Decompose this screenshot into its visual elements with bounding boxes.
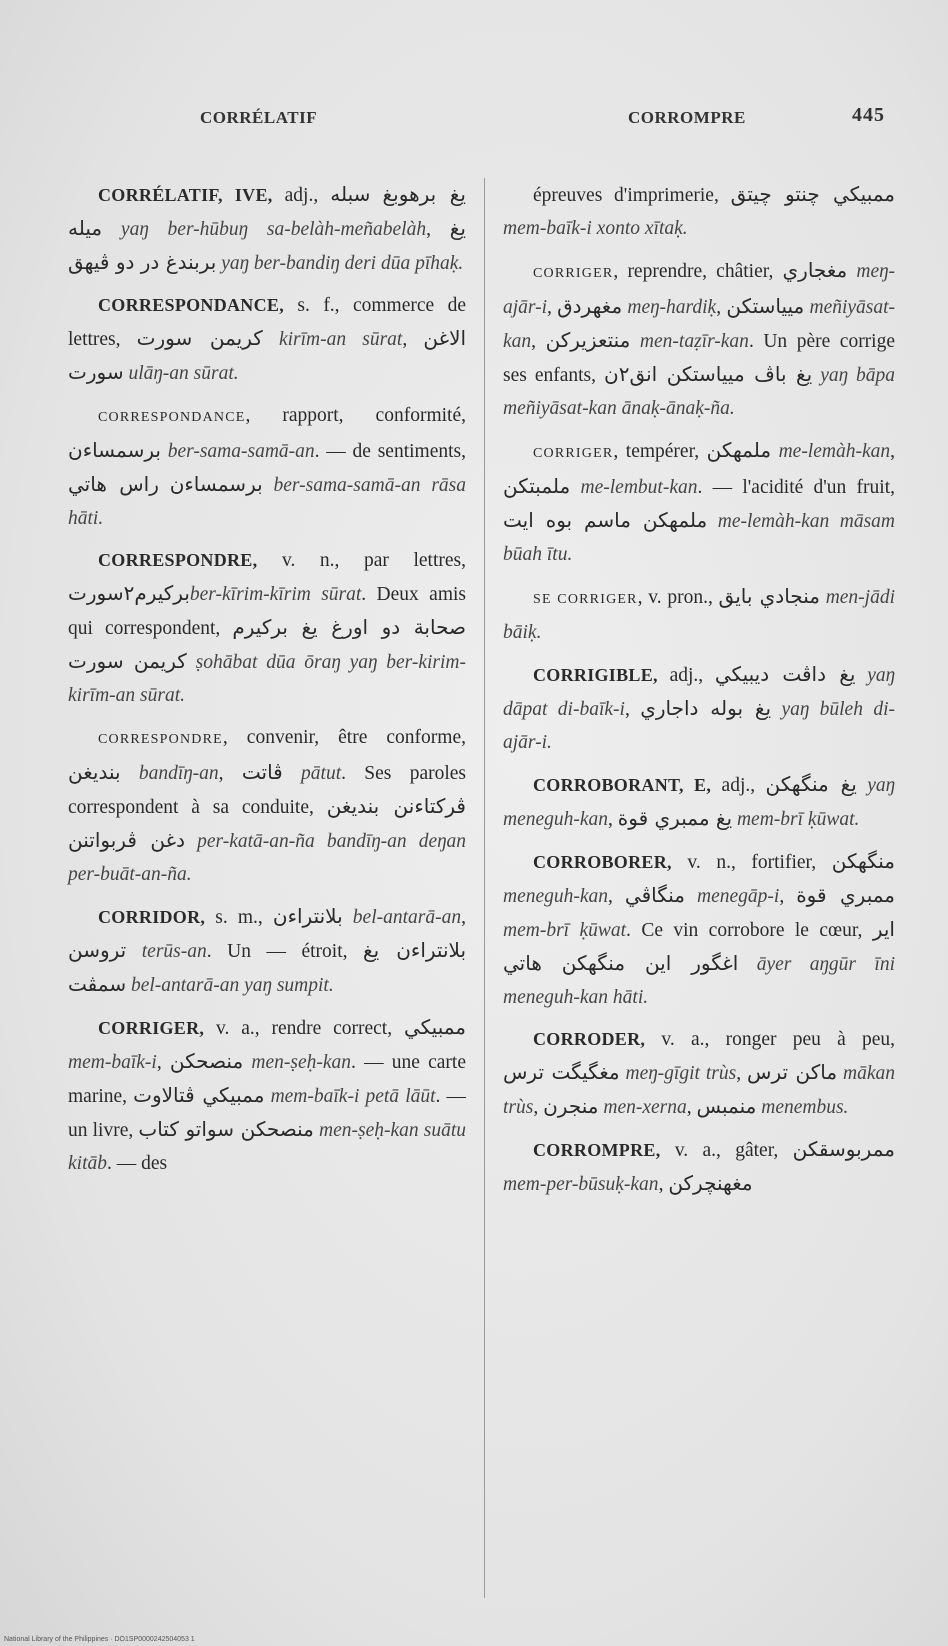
sub-headword: CORRESPONDRE <box>98 732 223 747</box>
definition-text: , <box>608 886 625 907</box>
running-head-left: CORRÉLATIF <box>200 108 318 127</box>
page-number: 445 <box>852 104 885 126</box>
definition-text <box>738 954 756 975</box>
definition-text <box>771 441 779 462</box>
definition-text <box>847 261 856 282</box>
transliteration: pātut <box>301 763 342 784</box>
headword: CORRÉLATIF, IVE, <box>98 185 273 205</box>
transliteration: ṣohābat dūa ōraŋ yaŋ ber-kirim-kirīm-an sūrat. <box>68 652 466 706</box>
definition-text: , <box>686 1097 697 1118</box>
transliteration: bandīŋ-an <box>138 763 219 784</box>
dictionary-entry <box>503 1133 895 1201</box>
jawi-text: منتعزيركن <box>545 328 631 352</box>
jawi-text: مغهردق <box>557 294 623 318</box>
jawi-text: يغ بوله داجاري <box>640 696 772 720</box>
jawi-text: ممربوسقكن <box>792 1137 895 1161</box>
entry-text <box>68 1011 466 1180</box>
definition-text: . — l'acidité d'un fruit, <box>697 477 895 498</box>
transliteration: mem-baīk-i <box>68 1052 157 1073</box>
transliteration: yaŋ būleh di-ajār-i. <box>503 699 895 753</box>
jawi-text: راس هاتي <box>68 472 159 496</box>
dictionary-entry <box>503 178 895 245</box>
jawi-text: ممبيكي چنتو چيتق <box>730 182 896 206</box>
transliteration: yaŋ bāpa meñiyāsat-kan ānaḳ-ānaḳ-ña. <box>503 365 895 419</box>
jawi-text: بركيرم٢سورت <box>68 581 190 605</box>
dictionary-entry <box>503 845 895 1014</box>
transliteration: meŋ-gīgit trùs <box>625 1063 737 1084</box>
transliteration: men-taẓīr-kan <box>639 331 749 352</box>
transliteration: meŋ-ajār-i <box>503 261 895 318</box>
transliteration: meneguh-kan <box>503 886 609 907</box>
definition-text <box>812 365 820 386</box>
entry-text <box>503 845 895 1014</box>
definition-text: . Ce vin corrobore le cœur, <box>626 920 873 941</box>
definition-text <box>630 331 640 352</box>
transliteration: yaŋ meneguh-kan <box>503 775 896 830</box>
headword: CORROBORER, <box>533 852 672 872</box>
entry-text <box>68 399 466 535</box>
jawi-text: ممبيكي ڤتالاوت <box>133 1083 265 1107</box>
definition-text: v. n., fortifier, <box>671 852 832 873</box>
definition-text <box>283 763 301 784</box>
entry-text <box>68 900 466 1002</box>
definition-text <box>263 475 274 496</box>
definition-text: , <box>426 219 450 240</box>
definition-text: s. m., <box>205 907 273 928</box>
dictionary-entry <box>68 1011 466 1180</box>
jawi-text: اير اغگور اين منگهكن هاتي <box>503 917 895 975</box>
sub-headword: SE CORRIGER <box>533 592 638 607</box>
transliteration: mem-baīk-i xonto xītaḳ. <box>503 218 688 239</box>
jawi-text: مغگيگت ترس <box>503 1060 620 1084</box>
entry-text <box>503 658 895 759</box>
transliteration: meŋ-hardiḳ <box>627 297 717 318</box>
definition-text <box>855 665 867 686</box>
definition-text <box>685 886 697 907</box>
transliteration: kirīm-an sūrat <box>278 329 403 350</box>
transliteration: yaŋ ber-hūbuŋ sa-belàh-meñabelàh <box>120 219 427 240</box>
jawi-text: ملمبتكن <box>503 474 571 498</box>
jawi-text: يغ ممبري قوة <box>617 806 733 830</box>
definition-text: v. a., ronger peu à peu, <box>645 1029 895 1050</box>
headword: CORRIDOR, <box>98 907 206 927</box>
headword: CORRESPONDANCE, <box>98 295 285 315</box>
jawi-text: بنديغن <box>68 760 121 784</box>
headword: CORROBORANT, E, <box>533 775 712 795</box>
definition-text: . Un — étroit, <box>206 941 364 962</box>
definition-text <box>857 775 867 796</box>
dictionary-entry <box>68 178 466 280</box>
dictionary-entry <box>503 434 895 571</box>
definition-text: , <box>890 441 895 462</box>
running-head-right: CORROMPRE <box>628 108 746 127</box>
definition-text <box>343 907 353 928</box>
definition-text: , v. pron., <box>637 587 719 608</box>
entry-text <box>503 1133 895 1201</box>
definition-text <box>161 441 168 462</box>
dictionary-entry <box>68 289 466 390</box>
transliteration: men-xerna <box>603 1097 687 1118</box>
jawi-text: منجادي بايق <box>718 584 820 608</box>
definition-text: , rapport, conformité, <box>245 405 466 426</box>
jawi-text: تروسن <box>68 938 127 962</box>
definition-text: épreuves d'imprimerie, <box>533 185 731 206</box>
jawi-text: بلانتراءن <box>272 904 343 928</box>
transliteration: men-ṣeḥ-kan suātu kitāb <box>68 1120 467 1174</box>
transliteration: men-jādi bāiḳ. <box>503 587 896 643</box>
jawi-text: مغهنچركن <box>668 1171 753 1195</box>
jawi-text: مغجاري <box>782 258 848 282</box>
transliteration: terūs-an <box>141 941 207 962</box>
transliteration: meñiyāsat-kan <box>503 297 896 352</box>
jawi-text: ممبري قوة <box>796 883 896 907</box>
entry-text <box>68 721 466 891</box>
scan-footer: National Library of the Philippines · DO1SP0000242504053 1 <box>4 1636 195 1643</box>
dictionary-entry <box>68 399 466 535</box>
definition-text: adj., <box>657 665 715 686</box>
definition-text: , tempérer, <box>613 441 707 462</box>
jawi-text: سبله ميله <box>68 182 371 240</box>
transliteration: per-katā-an-ña bandīŋ-an deŋan per-buāt-an-ña. <box>68 831 466 885</box>
definition-text: , reprendre, châtier, <box>613 261 783 282</box>
headword: CORROMPRE, <box>533 1140 661 1160</box>
definition-text: , <box>779 886 797 907</box>
jawi-text: ميياستكن <box>726 294 805 318</box>
transliteration: ber-kīrim-kīrim sūrat <box>189 584 362 605</box>
jawi-text: ماكن ترس <box>747 1060 838 1084</box>
dictionary-entry <box>503 254 895 425</box>
definition-text: s. f., commerce de lettres, <box>68 295 466 350</box>
headword: CORRESPONDRE, <box>98 550 258 570</box>
definition-text: , <box>608 809 618 830</box>
sub-headword: CORRIGER <box>533 266 614 281</box>
definition-text: . Un père corrige ses enfants, <box>503 331 895 386</box>
dictionary-entry <box>68 544 466 712</box>
definition-text: . — de sentiments, <box>314 441 466 462</box>
dictionary-entry <box>503 658 895 759</box>
definition-text: . Deux amis qui correspondent, <box>68 584 466 639</box>
sub-headword: CORRESPONDANCE <box>98 410 246 425</box>
entry-text <box>503 178 895 245</box>
dictionary-entry <box>503 768 895 836</box>
definition-text: . — un livre, <box>68 1086 467 1141</box>
definition-text <box>121 763 139 784</box>
headword: CORRIGER, <box>98 1018 205 1038</box>
definition-text: . Ses paroles correspondent à sa conduite, <box>68 763 467 818</box>
column-divider <box>484 178 485 1598</box>
definition-text: , <box>658 1174 669 1195</box>
jawi-text: ممبيكي <box>403 1015 466 1039</box>
transliteration: mākan trùs <box>503 1063 896 1118</box>
transliteration: menembus. <box>761 1097 849 1118</box>
entry-text <box>68 544 466 712</box>
transliteration: mem-brī ḳūwat. <box>736 809 860 830</box>
definition-text: , <box>716 297 727 318</box>
definition-text <box>570 477 580 498</box>
jawi-text: منگاڤي <box>624 883 686 907</box>
transliteration: mem-per-būsuḳ-kan <box>503 1174 659 1195</box>
jawi-text: بلانتراءن يغ سمڤت <box>68 938 467 996</box>
definition-text: , <box>218 763 242 784</box>
headword: CORRODER, <box>533 1029 646 1049</box>
definition-text: , <box>531 331 546 352</box>
transliteration: me-lemàh-kan māsam būah ītu. <box>503 511 895 565</box>
entry-text <box>68 289 466 390</box>
transliteration: ber-sama-samā-an <box>167 441 315 462</box>
jawi-text: صحابة دو اورغ يغ بركيرم كريمن سورت <box>68 615 466 673</box>
transliteration: bel-antarā-an yaŋ sumpit. <box>130 975 334 996</box>
definition-text <box>159 475 170 496</box>
jawi-text: ڤاتت <box>241 760 283 784</box>
jawi-text: منگهكن <box>831 849 895 873</box>
definition-text: , <box>402 329 424 350</box>
dictionary-entry <box>68 721 466 891</box>
jawi-text: يغ برهوبغ <box>382 182 467 206</box>
jawi-text: منجرن <box>543 1094 599 1118</box>
definition-text <box>771 699 781 720</box>
jawi-text: ملمهكن <box>706 438 772 462</box>
definition-text <box>126 941 142 962</box>
definition-text: , <box>547 297 558 318</box>
dictionary-entry <box>503 1023 895 1124</box>
definition-text: , <box>533 1097 544 1118</box>
transliteration: yaŋ dāpat di-baīk-i <box>503 665 895 720</box>
definition-text <box>185 831 197 852</box>
jawi-text: يغ داڤت ديبيكي <box>714 662 856 686</box>
jawi-text: يغ باڤ ميياستكن انق٢ن <box>604 362 813 386</box>
transliteration: āyer aŋgūr īni meneguh-kan hāti. <box>503 954 895 1008</box>
transliteration: me-lemàh-kan <box>778 441 891 462</box>
definition-text: , <box>736 1063 748 1084</box>
right-column <box>503 178 895 1588</box>
transliteration: ulāŋ-an sūrat. <box>128 363 239 384</box>
definition-text: , <box>461 907 466 928</box>
entry-text <box>503 1023 895 1124</box>
transliteration: men-ṣeḥ-kan <box>251 1052 351 1073</box>
jawi-text: برسمساءن <box>68 438 161 462</box>
jawi-text: منصحكن <box>169 1049 244 1073</box>
jawi-text: ملمهكن ماسم بوه ايت <box>503 508 708 532</box>
definition-text: , convenir, être conforme, <box>222 727 466 748</box>
definition-text <box>707 511 717 532</box>
transliteration: mem-baīk-i petā lāūt <box>270 1086 436 1107</box>
definition-text: , <box>624 699 641 720</box>
entry-text <box>503 768 895 836</box>
entry-text <box>503 254 895 425</box>
sub-headword: CORRIGER <box>533 446 614 461</box>
definition-text: v. a., rendre correct, <box>204 1018 404 1039</box>
jawi-text: يغ منگهكن <box>765 772 857 796</box>
definition-text: , <box>156 1052 170 1073</box>
jawi-text: يغ بربندغ در دو ڤيهق <box>68 216 466 274</box>
dictionary-entry <box>68 900 466 1002</box>
entry-text <box>503 580 895 649</box>
jawi-text: كريمن سورت <box>136 326 263 350</box>
transliteration: me-lembut-kan <box>580 477 698 498</box>
definition-text <box>370 185 382 206</box>
jawi-text: الاغن سورت <box>68 326 467 384</box>
definition-text: v. n., par lettres, <box>257 550 466 571</box>
transliteration: menegāp-i <box>697 886 780 907</box>
definition-text <box>102 219 121 240</box>
entry-text <box>68 178 466 280</box>
jawi-text: برسمساءن <box>169 472 263 496</box>
left-column <box>68 178 466 1588</box>
transliteration: yaŋ ber-bandiŋ deri dūa pīhaḳ. <box>221 253 464 274</box>
definition-text: adj., <box>711 775 766 796</box>
transliteration: bel-antarā-an <box>352 907 462 928</box>
jawi-text: ڤركتاءنن بنديغن دغن ڤربواتنن <box>68 794 466 852</box>
transliteration: mem-brī ḳūwat <box>503 920 627 941</box>
definition-text: . — des <box>107 1153 168 1174</box>
definition-text: adj., <box>272 185 331 206</box>
transliteration: ber-sama-samā-an rāsa hāti. <box>68 475 466 529</box>
definition-text <box>187 652 196 673</box>
jawi-text: منصحكن سواتو كتاب <box>138 1117 314 1141</box>
dictionary-entry <box>503 580 895 649</box>
headword: CORRIGIBLE, <box>533 665 658 685</box>
jawi-text: منمبس <box>696 1094 757 1118</box>
definition-text <box>263 329 279 350</box>
entry-text <box>503 434 895 571</box>
definition-text: . — une carte marine, <box>68 1052 466 1107</box>
definition-text: v. a., gâter, <box>660 1140 793 1161</box>
